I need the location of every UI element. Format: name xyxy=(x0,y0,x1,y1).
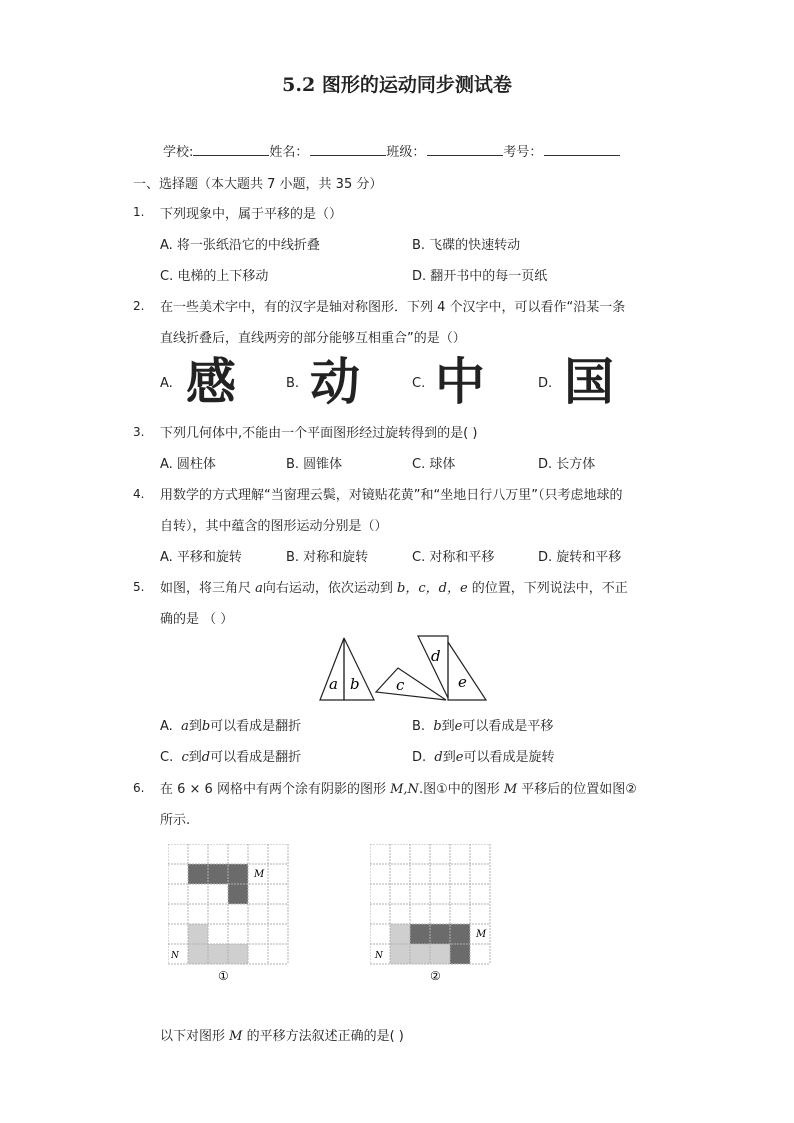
page-title: 5.2 图形的运动同步测试卷 xyxy=(282,74,512,96)
option-a[interactable]: A. 圆柱体 xyxy=(160,457,216,472)
question-text: 直线折叠后，直线两旁的部分能够互相重合”的是（） xyxy=(160,331,466,346)
option-a[interactable]: A. 将一张纸沿它的中线折叠 xyxy=(160,238,320,253)
name-label: 姓名： xyxy=(269,145,309,160)
character-image: 中 xyxy=(435,353,485,411)
option-c[interactable]: C. xyxy=(412,376,426,391)
triangle-d xyxy=(418,636,448,698)
section-heading: 一、选择题（本大题共 7 小题，共 35 分） xyxy=(133,177,383,192)
question-number: 4. xyxy=(133,487,145,501)
grid2-caption: ② xyxy=(430,969,441,983)
label-b: b xyxy=(350,675,360,693)
option-a[interactable]: A. xyxy=(160,376,173,391)
option-b[interactable]: B. 飞碟的快速转动 xyxy=(412,238,521,253)
option-d[interactable]: D. 翻开书中的每一页纸 xyxy=(412,269,548,284)
question-number: 3. xyxy=(133,425,145,439)
option-c[interactable]: C. 电梯的上下移动 xyxy=(160,269,269,284)
grid-lines xyxy=(370,844,490,964)
label-c: c xyxy=(396,676,405,694)
question-text: 以下对图形 M 的平移方法叙述正确的是( ) xyxy=(160,1029,404,1044)
option-d[interactable]: D. 旋转和平移 xyxy=(538,550,622,565)
option-c[interactable]: C. c到d可以看成是翻折 xyxy=(160,750,302,765)
option-d[interactable]: D. xyxy=(538,376,553,391)
option-d[interactable]: D. d到e可以看成是旋转 xyxy=(412,750,555,765)
option-b[interactable]: B. b到e可以看成是平移 xyxy=(412,719,554,734)
grid1-caption: ① xyxy=(218,969,229,983)
question-text: 如图，将三角尺 a向右运动，依次运动到 b，c，d，e 的位置，下列说法中，不正 xyxy=(160,581,628,596)
question-number: 5. xyxy=(133,580,145,594)
label-a: a xyxy=(329,675,338,693)
option-c[interactable]: C. 球体 xyxy=(412,457,456,472)
grid1-label-m: M xyxy=(254,869,265,880)
character-image: 感 xyxy=(186,353,236,411)
class-label: 班级： xyxy=(386,145,426,160)
grid2-label-n: N xyxy=(375,951,383,961)
option-a[interactable]: A. a到b可以看成是翻折 xyxy=(160,719,302,734)
question-number: 6. xyxy=(133,781,145,795)
question-text: 在一些美术字中，有的汉字是轴对称图形．下列 4 个汉字中，可以看作“沿某一条 xyxy=(160,300,626,315)
exam-no-blank[interactable] xyxy=(544,141,620,156)
label-e: e xyxy=(458,673,467,691)
school-blank[interactable] xyxy=(193,141,269,156)
question-text: 自转），其中蕴含的图形运动分别是（） xyxy=(160,519,388,534)
option-b[interactable]: B. xyxy=(286,376,300,391)
name-blank[interactable] xyxy=(310,141,386,156)
label-d: d xyxy=(431,647,441,665)
triangle-ruler-figure xyxy=(318,632,490,704)
option-a[interactable]: A. 平移和旋转 xyxy=(160,550,242,565)
question-number: 1. xyxy=(133,205,145,219)
option-b[interactable]: B. 对称和旋转 xyxy=(286,550,369,565)
class-blank[interactable] xyxy=(427,141,503,156)
option-b[interactable]: B. 圆锥体 xyxy=(286,457,343,472)
grid2-label-m: M xyxy=(476,929,487,940)
grid-figure-1 xyxy=(168,844,292,984)
question-text: 下列现象中，属于平移的是（） xyxy=(160,207,343,222)
exam-no-label: 考号： xyxy=(503,145,543,160)
grid-figure-2 xyxy=(370,844,494,984)
character-image: 国 xyxy=(564,353,614,411)
grid1-label-n: N xyxy=(171,951,179,961)
question-number: 2. xyxy=(133,299,145,313)
question-text: 下列几何体中,不能由一个平面图形经过旋转得到的是( ) xyxy=(160,426,478,441)
option-d[interactable]: D. 长方体 xyxy=(538,457,596,472)
question-text: 所示. xyxy=(160,813,191,828)
grid-lines xyxy=(168,844,288,964)
question-text: 在 6 × 6 网格中有两个涂有阴影的图形 M,N.图①中的图形 M 平移后的位置如图② xyxy=(160,782,637,797)
triangle-e xyxy=(448,642,486,700)
character-image: 动 xyxy=(310,353,360,411)
student-info-line xyxy=(163,141,620,160)
question-text: 用数学的方式理解“当窗理云鬓，对镜贴花黄”和“坐地日行八万里”（只考虑地球的 xyxy=(160,488,623,503)
option-c[interactable]: C. 对称和平移 xyxy=(412,550,495,565)
question-text: 确的是 （ ） xyxy=(160,612,234,627)
school-label: 学校: xyxy=(163,145,194,160)
